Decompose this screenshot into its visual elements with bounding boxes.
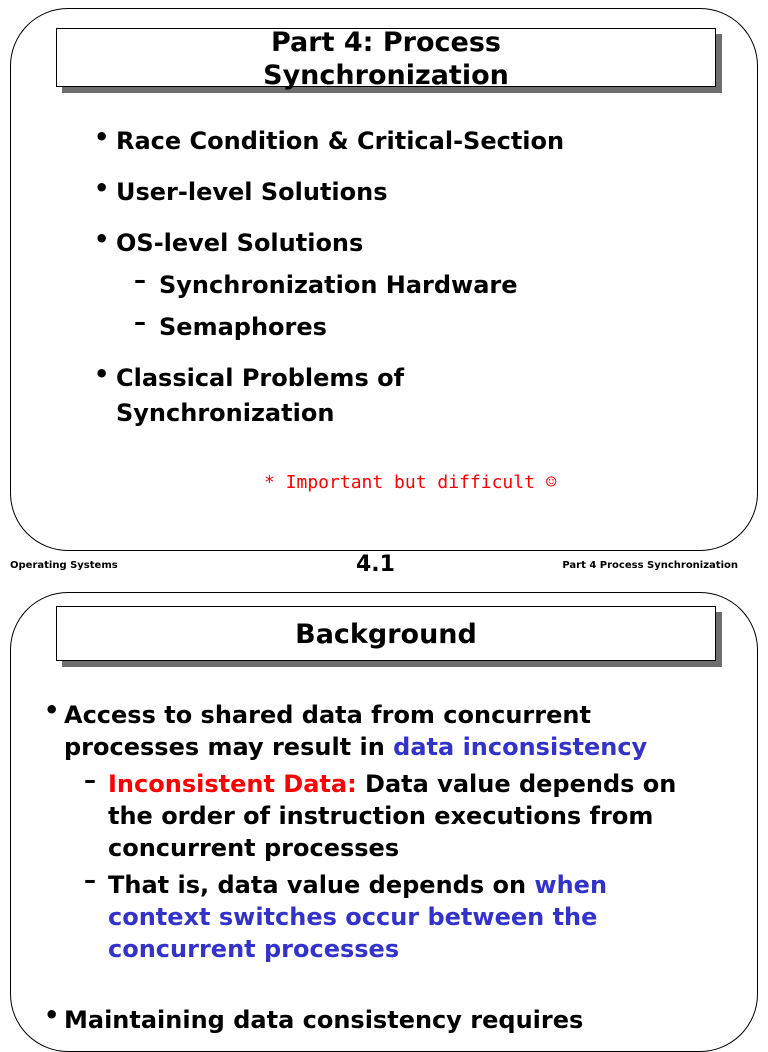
bullet-classical-problems-line-2: Synchronization: [116, 399, 335, 427]
footer-slide-number: 4.1: [356, 552, 395, 577]
bullet-icon: •: [94, 225, 110, 253]
sub-bullet-inconsistent-data-line-3: concurrent processes: [108, 834, 400, 862]
sub-bullet-that-is: [108, 869, 607, 901]
bullet-user-level: User-level Solutions: [116, 178, 388, 206]
slide-1-title-box: [56, 27, 716, 91]
sub-bullet-inconsistent-data: [108, 768, 676, 800]
bullet-classical-problems: Classical Problems of: [116, 364, 405, 392]
plain-text: Data value depends on: [356, 770, 677, 798]
bullet-icon: •: [94, 174, 110, 202]
slide-1-title-line-1: Part 4: Process: [270, 27, 501, 58]
plain-text: That is, data value depends on: [108, 871, 535, 899]
dash-icon: –: [134, 266, 146, 294]
bullet-access-shared-data-line-2: [64, 731, 647, 763]
bullet-icon: •: [44, 1001, 60, 1029]
slide-2-title: Background: [295, 619, 477, 650]
dash-icon: –: [134, 308, 146, 336]
bullet-icon: •: [94, 360, 110, 388]
bullet-race-condition: Race Condition & Critical-Section: [116, 127, 565, 155]
sub-bullet-inconsistent-data-line-2: the order of instruction executions from: [108, 802, 654, 830]
bullet-maintaining-consistency: Maintaining data consistency requires: [64, 1006, 584, 1034]
dash-icon: –: [84, 766, 96, 794]
data-inconsistency-highlight: data inconsistency: [393, 733, 648, 761]
bullet-access-shared-data: Access to shared data from concurrent: [64, 701, 591, 729]
bullet-icon: •: [94, 123, 110, 151]
bullet-icon: •: [44, 696, 60, 724]
sub-bullet-semaphores: Semaphores: [159, 313, 327, 341]
dash-icon: –: [84, 866, 96, 894]
bullet-os-level: OS-level Solutions: [116, 229, 364, 257]
sub-bullet-that-is-line-2: context switches occur between the: [108, 903, 598, 931]
sub-bullet-sync-hardware: Synchronization Hardware: [159, 271, 518, 299]
footer-course: Operating Systems: [10, 560, 118, 571]
slide-2-title-box: [56, 606, 716, 661]
when-highlight: when: [534, 871, 608, 899]
footer-part-title: Part 4 Process Synchronization: [562, 560, 738, 571]
plain-text: processes may result in: [64, 733, 394, 761]
sub-bullet-that-is-line-3: concurrent processes: [108, 935, 400, 963]
slide-1-title-line-2: Synchronization: [263, 60, 509, 91]
important-note: * Important but difficult ☺: [264, 472, 557, 493]
inconsistent-data-label: Inconsistent Data:: [108, 770, 357, 798]
